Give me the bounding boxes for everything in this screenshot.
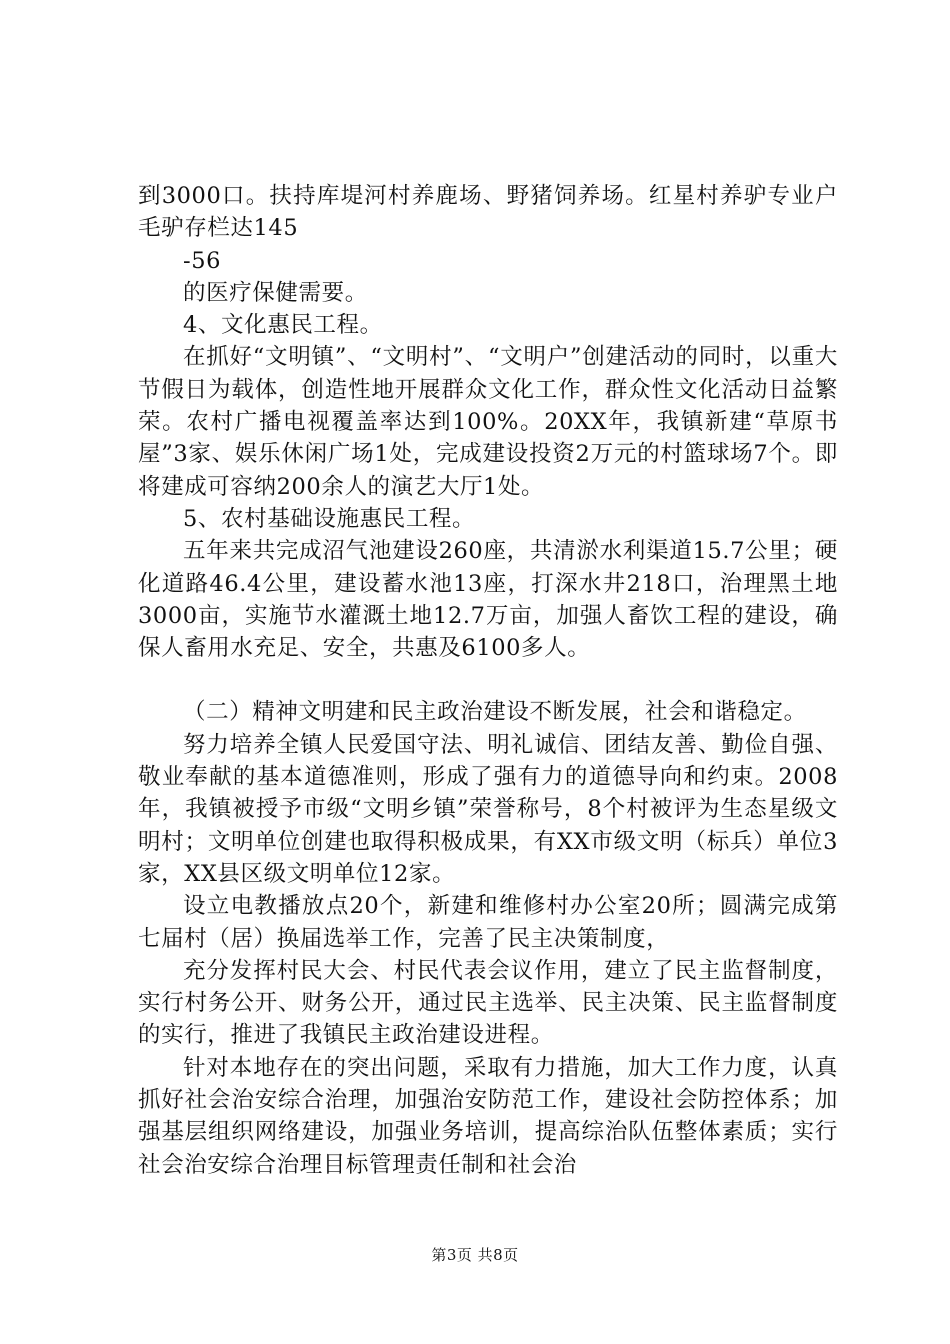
section-heading: 5、农村基础设施惠民工程。 <box>183 505 476 532</box>
paragraph: 充分发挥村民大会、村民代表会议作用，建立了民主监督制度，实行村务公开、财务公开，通过民主选举、民主决策、民主监督制度的实行，推进了我镇民主政治建设进程。 <box>138 957 838 1049</box>
paragraph: 到3000口。扶持库堤河村养鹿场、野猪饲养场。红星村养驴专业户毛驴存栏达145 <box>138 183 838 242</box>
document-body <box>138 180 838 1181</box>
page-footer: 第3页 共8页 <box>431 1246 519 1264</box>
paragraph: 设立电教播放点20个，新建和维修村办公室20所；圆满完成第七届村（居）换届选举工作，完善了民主决策制度， <box>138 893 838 952</box>
paragraph: 在抓好“文明镇”、“文明村”、“文明户”创建活动的同时，以重大节假日为载体，创造性地开展群众文化工作，群众性文化活动日益繁荣。农村广播电视覆盖率达到100%。20XX年，我镇新建“草原书屋”3家、娱乐休闲广场1处，完成建设投资2万元的村篮球场7个。即将建成可容纳200余人的演艺大厅1处。 <box>138 344 838 500</box>
paragraph: -56 <box>183 247 222 274</box>
paragraph: 努力培养全镇人民爱国守法、明礼诚信、团结友善、勤俭自强、敬业奉献的基本道德准则，形成了强有力的道德导向和约束。2008年，我镇被授予市级“文明乡镇”荣誉称号，8个村被评为生态星级文明村；文明单位创建也取得积极成果，有XX市级文明（标兵）单位3家，XX县区级文明单位12家。 <box>138 731 838 887</box>
paragraph: 的医疗保健需要。 <box>183 279 368 306</box>
paragraph: 五年来共完成沼气池建设260座，共清淤水利渠道15.7公里；硬化道路46.4公里，建设蓄水池13座，打深水井218口，治理黑土地3000亩，实施节水灌溉土地12.7万亩，加强人畜饮工程的建设，确保人畜用水充足、安全，共惠及6100多人。 <box>138 538 838 662</box>
paragraph: 针对本地存在的突出问题，采取有力措施，加大工作力度，认真抓好社会治安综合治理，加强治安防范工作，建设社会防控体系；加强基层组织网络建设，加强业务培训，提高综治队伍整体素质；实行社会治安综合治理目标管理责任制和社会治 <box>138 1054 838 1178</box>
section-heading: （二）精神文明建和民主政治建设不断发展，社会和谐稳定。 <box>183 699 807 726</box>
section-heading: 4、文化惠民工程。 <box>183 312 383 339</box>
paragraph-gap <box>138 664 838 696</box>
